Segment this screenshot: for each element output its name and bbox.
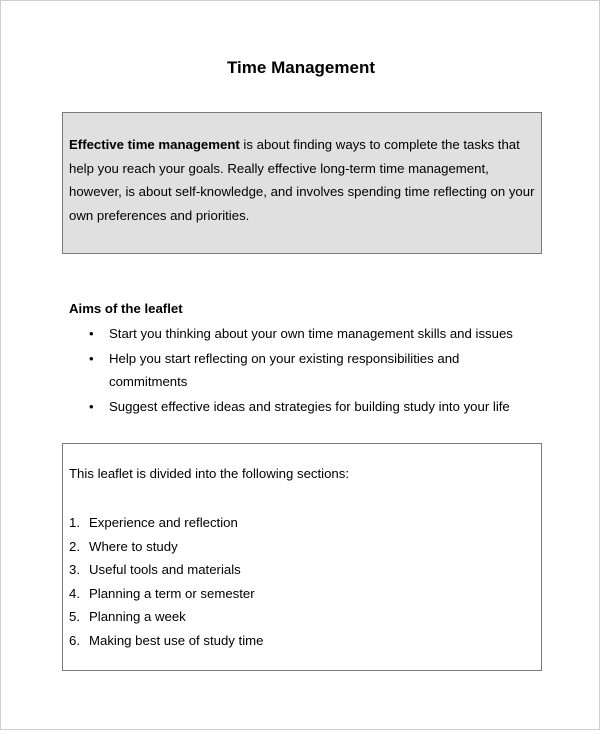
section-number: 5. [69,609,80,624]
intro-paragraph [69,133,537,227]
sections-list [69,511,263,652]
section-item [69,629,263,653]
section-item [69,535,263,559]
aims-heading: Aims of the leaflet [69,301,183,316]
section-item [69,511,263,535]
section-number: 4. [69,585,80,601]
section-number: 1. [69,515,80,530]
aims-list-item [69,347,539,394]
intro-box [62,112,542,254]
section-item [69,582,263,606]
sections-box [62,443,542,671]
intro-body-text: is about finding ways to complete the tasks that help you reach your goals. Really effective long-term time management, however, is about self-knowledge, and involves spending time reflecting on your own preferences and priorities. [69,137,535,223]
section-number: 3. [69,562,80,577]
page-title: Time Management [226,58,375,77]
aims-list-item [69,322,539,346]
aims-item-text: Start you thinking about your own time management skills and issues [109,326,513,341]
bullet-icon: • [89,350,94,366]
section-item [69,558,263,582]
section-label: Planning a week [89,609,186,624]
bullet-icon: • [89,326,94,341]
aims-list [69,322,539,419]
aims-item-text: Help you start reflecting on your existing responsibilities and commitments [109,350,460,389]
section-item [69,605,263,629]
section-label: Experience and reflection [89,515,238,530]
intro-bold-lead: Effective time management [69,137,240,152]
section-label: Planning a term or semester [89,585,255,601]
section-label: Where to study [89,538,178,554]
aims-item-text: Suggest effective ideas and strategies for building study into your life [109,398,510,414]
section-number: 6. [69,632,80,648]
section-label: Making best use of study time [89,632,264,648]
section-label: Useful tools and materials [89,562,241,577]
sections-intro: This leaflet is divided into the following sections: [69,466,350,481]
bullet-icon: • [89,398,94,414]
section-number: 2. [69,538,80,554]
aims-list-item [69,395,539,419]
